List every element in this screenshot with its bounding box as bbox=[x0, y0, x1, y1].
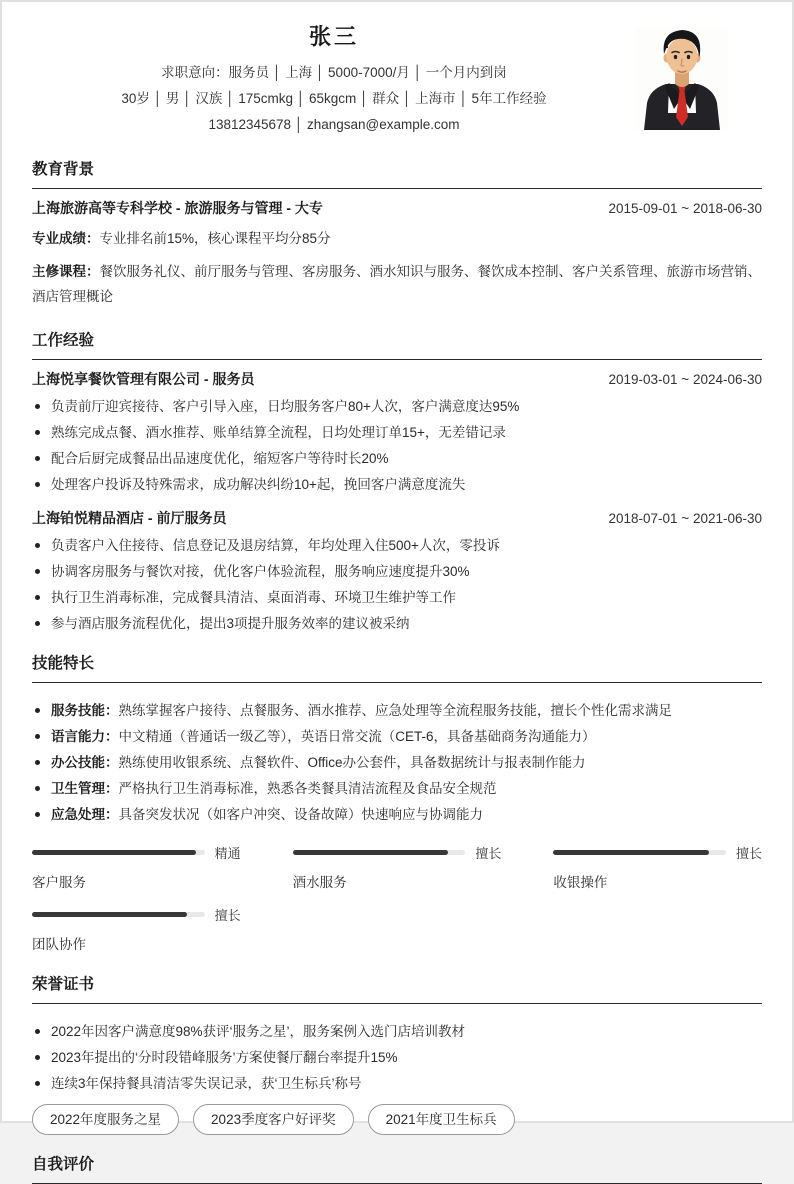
honor-tag: 2023季度客户好评奖 bbox=[193, 1104, 354, 1135]
bar-level-label: 擅长 bbox=[735, 846, 762, 861]
bar-track bbox=[293, 850, 466, 855]
header-text-block bbox=[32, 2, 636, 138]
main-courses-label: 主修课程： bbox=[32, 264, 100, 279]
work-entry-2-bullets bbox=[32, 537, 762, 632]
honor-tag: 2022年度服务之星 bbox=[32, 1104, 179, 1135]
education-dates: 2015-09-01 ~ 2018-06-30 bbox=[608, 201, 762, 216]
honor-bullet: 2022年因客户满意度98%获评‘服务之星’，服务案例入选门店培训教材 bbox=[32, 1023, 762, 1040]
section-work-experience bbox=[32, 331, 762, 632]
work-title: 工作经验 bbox=[32, 331, 762, 360]
skill-text: 熟练掌握客户接待、点餐服务、酒水推荐、应急处理等全流程服务技能，擅长个性化需求满足 bbox=[118, 703, 672, 718]
work-bullet: 处理客户投诉及特殊需求，成功解决纠纷10+起，挽回客户满意度流失 bbox=[32, 476, 762, 493]
skills-bullets bbox=[32, 702, 762, 823]
work-bullet: 执行卫生消毒标准，完成餐具清洁、桌面消毒、环境卫生维护等工作 bbox=[32, 589, 762, 606]
skill-label: 语言能力： bbox=[51, 729, 119, 744]
company-and-role: 上海悦享餐饮管理有限公司 - 服务员 bbox=[32, 371, 255, 387]
skill-bullet bbox=[32, 728, 762, 745]
section-honors bbox=[32, 975, 762, 1135]
skill-bar-teamwork bbox=[32, 905, 241, 953]
profile-photo bbox=[636, 27, 728, 130]
resume-header bbox=[32, 2, 762, 138]
honor-bullet: 连续3年保持餐具清洁零失误记录，获‘卫生标兵’称号 bbox=[32, 1075, 762, 1092]
bar-level-label: 擅长 bbox=[214, 908, 241, 923]
education-entry bbox=[32, 199, 762, 218]
work-entry-1 bbox=[32, 370, 762, 389]
work-dates: 2019-03-01 ~ 2024-06-30 bbox=[608, 372, 762, 387]
honor-bullet: 2023年提出的‘分时段错峰服务’方案使餐厅翻台率提升15% bbox=[32, 1049, 762, 1066]
bar-track bbox=[32, 850, 205, 855]
education-title: 教育背景 bbox=[32, 160, 762, 189]
skill-bullet bbox=[32, 702, 762, 719]
skill-label: 应急处理： bbox=[51, 807, 119, 822]
major-score-label: 专业成绩： bbox=[32, 231, 100, 246]
skills-title: 技能特长 bbox=[32, 654, 762, 683]
bar-skill-name: 酒水服务 bbox=[292, 875, 347, 890]
section-education bbox=[32, 160, 762, 309]
skill-bullet bbox=[32, 754, 762, 771]
work-bullet: 配合后厨完成餐品出品速度优化，缩短客户等待时长20% bbox=[32, 450, 762, 467]
bar-level-label: 擅长 bbox=[475, 846, 502, 861]
skill-label: 办公技能： bbox=[51, 755, 119, 770]
skill-bullet bbox=[32, 806, 762, 823]
main-courses-row bbox=[32, 259, 762, 309]
work-entry-2 bbox=[32, 509, 762, 528]
skill-text: 具备突发状况（如客户冲突、设备故障）快速响应与协调能力 bbox=[118, 807, 483, 822]
major-score-text: 专业排名前15%，核心课程平均分85分 bbox=[99, 231, 331, 246]
avatar-illustration bbox=[636, 27, 728, 130]
skill-text: 中文精通（普通话一级乙等），英语日常交流（CET-6，具备基础商务沟通能力） bbox=[118, 729, 596, 744]
bar-fill bbox=[32, 912, 187, 917]
work-dates: 2018-07-01 ~ 2021-06-30 bbox=[608, 511, 762, 526]
honor-tags bbox=[32, 1104, 762, 1135]
school-and-major: 上海旅游高等专科学校 - 旅游服务与管理 - 大专 bbox=[32, 200, 323, 216]
work-entry-1-bullets bbox=[32, 398, 762, 493]
skill-text: 严格执行卫生消毒标准，熟悉各类餐具清洁流程及食品安全规范 bbox=[118, 781, 497, 796]
work-bullet: 协调客房服务与餐饮对接，优化客户体验流程，服务响应速度提升30% bbox=[32, 563, 762, 580]
bar-track bbox=[553, 850, 726, 855]
skill-bar-customer-service bbox=[32, 843, 241, 891]
candidate-name: 张三 bbox=[308, 24, 359, 49]
skill-bullet bbox=[32, 780, 762, 797]
work-bullet: 负责前厅迎宾接待、客户引导入座，日均服务客户80+人次，客户满意度达95% bbox=[32, 398, 762, 415]
major-score-row bbox=[32, 226, 762, 251]
bar-level-label: 精通 bbox=[214, 846, 241, 861]
bar-fill bbox=[293, 850, 448, 855]
section-self-evaluation bbox=[32, 1155, 762, 1184]
self-evaluation-title: 自我评价 bbox=[32, 1155, 762, 1184]
company-and-role: 上海铂悦精品酒店 - 前厅服务员 bbox=[32, 510, 227, 526]
bar-track bbox=[32, 912, 205, 917]
work-bullet: 熟练完成点餐、酒水推荐、账单结算全流程，日均处理订单15+，无差错记录 bbox=[32, 424, 762, 441]
honors-title: 荣誉证书 bbox=[32, 975, 762, 1004]
bar-skill-name: 团队协作 bbox=[32, 937, 86, 952]
job-intention-line: 求职意向：服务员 │ 上海 │ 5000-7000/月 │ 一个月内到岗 bbox=[161, 65, 507, 80]
skill-bar-cashier bbox=[553, 843, 762, 891]
work-bullet: 负责客户入住接待、信息登记及退房结算，年均处理入住500+人次，零投诉 bbox=[32, 537, 762, 554]
section-skills bbox=[32, 654, 762, 953]
work-bullet: 参与酒店服务流程优化，提出3项提升服务效率的建议被采纳 bbox=[32, 615, 762, 632]
skill-label: 服务技能： bbox=[51, 703, 119, 718]
skill-level-bars bbox=[32, 843, 762, 953]
bar-skill-name: 收银操作 bbox=[553, 875, 608, 890]
skill-label: 卫生管理： bbox=[51, 781, 119, 796]
contact-line: 13812345678 │ zhangsan@example.com bbox=[208, 117, 460, 132]
personal-info-line: 30岁 │ 男 │ 汉族 │ 175cmkg │ 65kgcm │ 群众 │ 上海市 │ 5年工作经验 bbox=[121, 91, 547, 106]
bar-fill bbox=[553, 850, 708, 855]
skill-bar-beverage-service bbox=[293, 843, 502, 891]
honor-tag: 2021年度卫生标兵 bbox=[368, 1104, 515, 1135]
bar-skill-name: 客户服务 bbox=[32, 875, 86, 890]
honors-bullets bbox=[32, 1023, 762, 1092]
bar-fill bbox=[32, 850, 196, 855]
skill-text: 熟练使用收银系统、点餐软件、Office办公套件，具备数据统计与报表制作能力 bbox=[118, 755, 586, 770]
main-courses-text: 餐饮服务礼仪、前厅服务与管理、客房服务、酒水知识与服务、餐饮成本控制、客户关系管理、旅游市场营销、酒店管理概论 bbox=[32, 264, 761, 304]
